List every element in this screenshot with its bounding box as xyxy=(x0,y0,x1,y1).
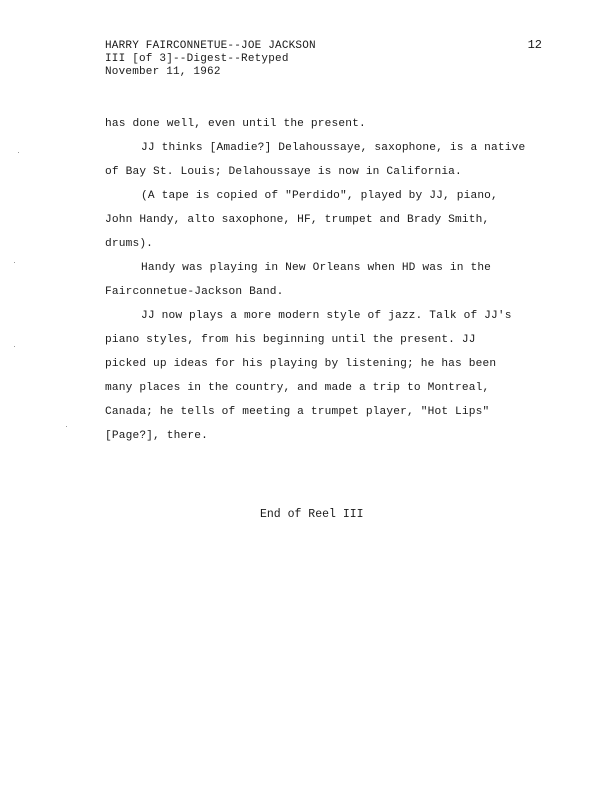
body-line: John Handy, alto saxophone, HF, trumpet and Brady Smith, xyxy=(105,214,490,226)
body-line: Fairconnetue-Jackson Band. xyxy=(105,286,284,298)
page-number: 12 xyxy=(527,38,542,52)
body-line: JJ thinks [Amadie?] Delahoussaye, saxophone, is a native xyxy=(141,142,526,154)
body-line: picked up ideas for his playing by listening; he has been xyxy=(105,358,497,370)
header-date: November 11, 1962 xyxy=(105,66,221,78)
end-of-reel-note: End of Reel III xyxy=(260,508,364,521)
scan-speck xyxy=(18,152,19,153)
body-line: [Page?], there. xyxy=(105,430,208,442)
scan-speck xyxy=(14,346,15,347)
body-line: JJ now plays a more modern style of jazz. Talk of JJ's xyxy=(141,310,512,322)
body-line: of Bay St. Louis; Delahoussaye is now in California. xyxy=(105,166,462,178)
document-body xyxy=(105,112,555,448)
body-line: drums). xyxy=(105,238,154,250)
body-line: Handy was playing in New Orleans when HD was in the xyxy=(141,262,492,274)
body-line: (A tape is copied of "Perdido", played by JJ, piano, xyxy=(141,190,498,202)
body-line: has done well, even until the present. xyxy=(105,118,366,130)
scan-speck xyxy=(14,262,15,263)
scan-speck xyxy=(66,426,67,427)
document-header xyxy=(105,40,316,79)
body-line: many places in the country, and made a trip to Montreal, xyxy=(105,382,490,394)
header-reel-info: III [of 3]--Digest--Retyped xyxy=(105,53,289,65)
body-line: Canada; he tells of meeting a trumpet player, "Hot Lips" xyxy=(105,406,490,418)
header-title: HARRY FAIRCONNETUE--JOE JACKSON xyxy=(105,40,316,52)
body-line: piano styles, from his beginning until the present. JJ xyxy=(105,334,476,346)
